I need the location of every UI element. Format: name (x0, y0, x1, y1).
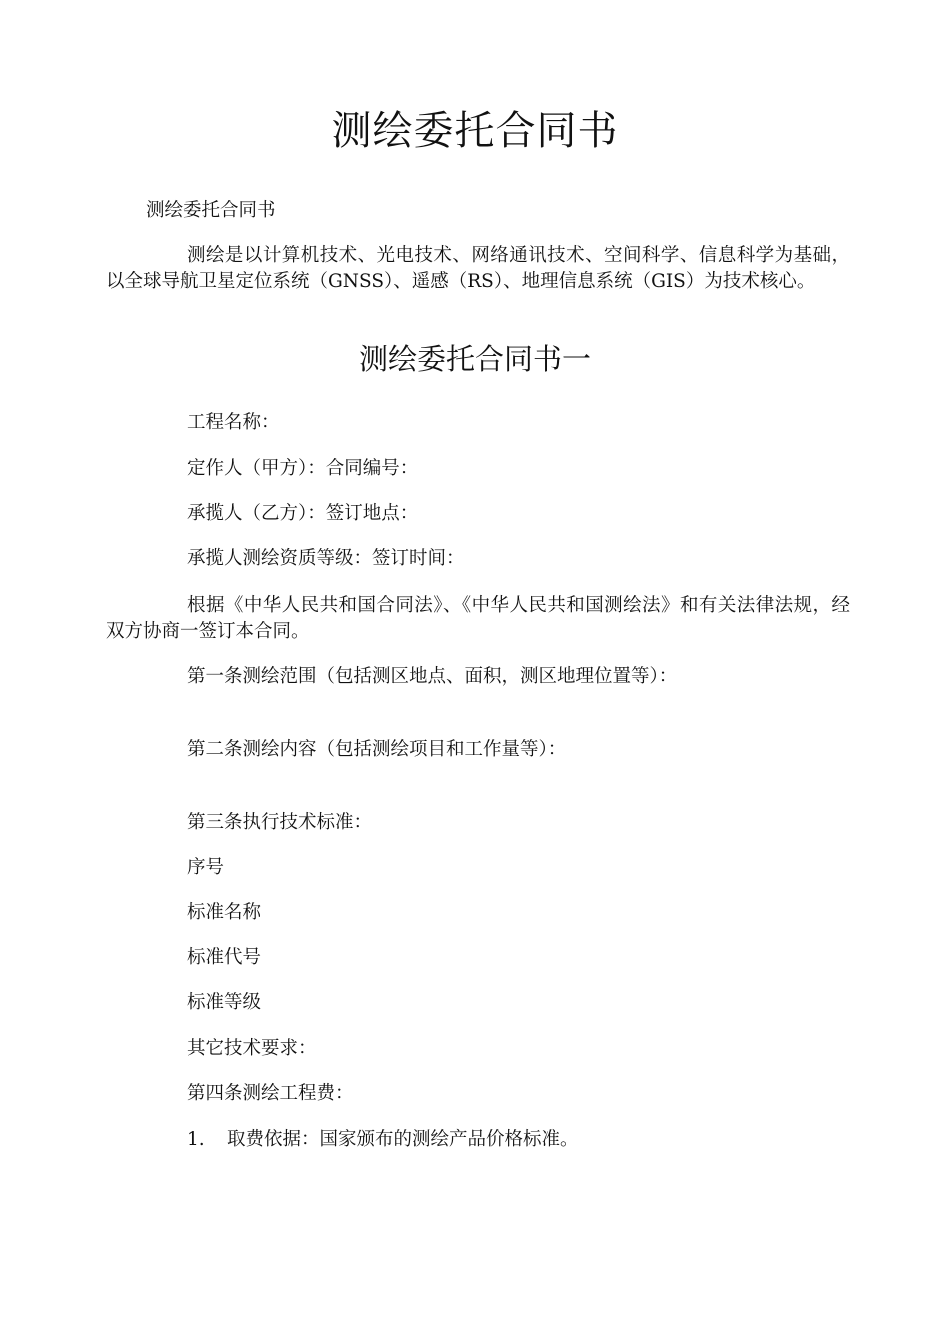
intro-paragraph: 测绘是以计算机技术、光电技术、网络通讯技术、空间科学、信息科学为基础，以全球导航卫星定位系统（GNSS）、遥感（RS）、地理信息系统（GIS）为技术核心。 (106, 245, 850, 292)
article-3: 第三条执行技术标准： (187, 812, 373, 833)
article-1: 第一条测绘范围（包括测区地点、面积，测区地理位置等）： (187, 666, 678, 687)
article-2: 第二条测绘内容（包括测绘项目和工作量等）： (187, 739, 567, 760)
document-title: 测绘委托合同书 (331, 108, 619, 154)
list-item-number: 1. (187, 1129, 205, 1150)
basis-paragraph: 根据《中华人民共和国合同法》、《中华人民共和国测绘法》和有关法律法规，经双方协商一签订本合同。 (106, 595, 850, 642)
list-item (187, 1128, 579, 1152)
list-item-text: 取费依据：国家颁布的测绘产品价格标准。 (227, 1129, 579, 1150)
other-requirements: 其它技术要求： (187, 1038, 317, 1059)
field-party-b: 承揽人（乙方）：签订地点： (187, 503, 419, 524)
intro-label: 测绘委托合同书 (146, 200, 276, 221)
field-qualification: 承揽人测绘资质等级：签订时间： (187, 548, 465, 569)
table-header-sequence: 序号 (187, 857, 225, 878)
section-title: 测绘委托合同书一 (358, 342, 591, 376)
table-header-standard-name: 标准名称 (187, 902, 262, 923)
article-4: 第四条测绘工程费： (187, 1083, 354, 1104)
field-project-name: 工程名称： (187, 412, 280, 433)
field-party-a: 定作人（甲方）：合同编号： (187, 458, 419, 479)
table-header-standard-level: 标准等级 (187, 992, 262, 1013)
table-header-standard-code: 标准代号 (187, 947, 262, 968)
